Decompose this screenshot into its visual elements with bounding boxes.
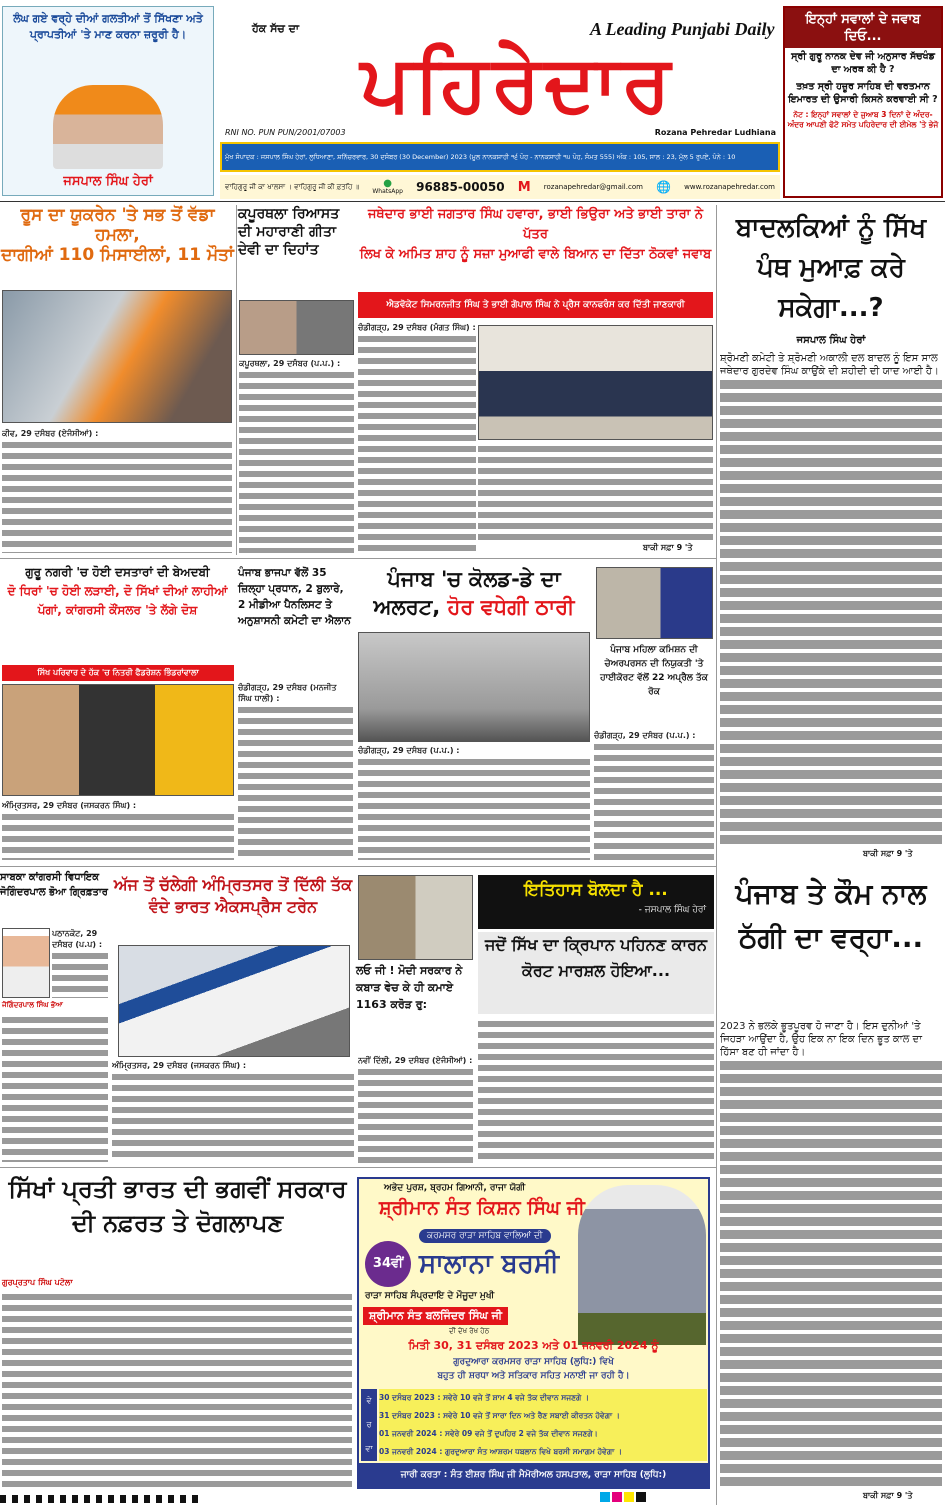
bhoa-photo [2,928,50,998]
itihas-banner: ਇਤਿਹਾਸ ਬੋਲਦਾ ਹੈ ... - ਜਸਪਾਲ ਸਿੰਘ ਹੇਰਾਂ [478,875,714,929]
fog-photo [358,632,590,742]
email[interactable]: rozanapehredar@gmail.com [543,183,643,191]
badal-byline: ਜਸਪਾਲ ਸਿੰਘ ਹੇਰਾਂ [796,335,866,346]
whatsapp-group [372,179,403,195]
sikh-men-photo [2,684,234,796]
jathedar-headline: ਜਥੇਦਾਰ ਭਾਈ ਜਗਤਾਰ ਸਿੰਘ ਹਵਾਰਾ, ਭਾਈ ਭਿਉਰਾ ਅਤੇ ਭਾਈ ਤਾਰਾ ਨੇ ਪੱਤਰ ਲਿਖ ਕੇ ਅਮਿਤ ਸ਼ਾਹ ਨੂੰ ਸਜ਼ਾ ਮੁਆਫੀ ਵਾਲੇ ਬਿਆਨ ਦਾ ਦਿੱਤਾ ਠੋਕਵਾਂ ਜਵਾਬ [359,207,712,262]
quiz-question: ਸ੍ਰੀ ਗੁਰੂ ਨਾਨਕ ਦੇਵ ਜੀ ਅਨੁਸਾਰ ਸੱਚਖੰਡ ਦਾ ਅਰਥ ਕੀ ਹੈ ? [791,51,935,75]
registration-marks [600,1492,646,1502]
cold-day-headline: ਪੰਜਾਬ 'ਚ ਕੋਲਡ-ਡੇ ਦਾ ਅਲਰਟ, ਹੋਰ ਵਧੇਗੀ ਠਾਰੀ [373,567,575,619]
masthead-title: ਪਹਿਰੇਦਾਰ [360,39,675,129]
women-commission-body: ਚੰਡੀਗੜ੍ਹ, 29 ਦਸੰਬਰ (ਪ.ਪ.) : [594,730,714,860]
gita-devi-photo [239,300,354,355]
scrap-body: ਨਵੀਂ ਦਿੱਲੀ, 29 ਦਸੰਬਰ (ਏਜੰਸੀਆਂ) : [358,1055,473,1163]
badal-continued: ਬਾਕੀ ਸਫ਼ਾ 9 'ਤੇ [860,849,913,859]
globe-icon: 🌐 [656,180,672,194]
thagi-headline: ਪੰਜਾਬ ਤੇ ਕੌਮ ਨਾਲ ਠੱਗੀ ਦਾ ਵਰ੍ਹਾ... [735,877,927,954]
itihas-body [478,1018,714,1163]
badal-body: ਸ਼੍ਰੋਮਣੀ ਕਮੇਟੀ ਤੇ ਸ਼੍ਰੋਮਣੀ ਅਕਾਲੀ ਦਲ ਬਾਦਲ ਨੂੰ ਇਸ ਸਾਲ ਜਥੇਦਾਰ ਗੁਰਦੇਵ ਸਿੰਘ ਕਾਉਂਕੇ ਦੀ ਸ਼ਹੀਦੀ ਦੀ ਯਾਦ ਆਈ ਹੈ। [720,352,942,846]
bjp-headline: ਪੰਜਾਬ ਭਾਜਪਾ ਵੱਲੋਂ 35 ਜ਼ਿਲ੍ਹਾ ਪ੍ਰਧਾਨ, 2 ਬੁਲਾਰੇ, 2 ਮੀਡੀਆ ਪੈਨਲਿਸਟ ਤੇ ਅਨੁਸ਼ਾਸਨੀ ਕਮੇਟੀ ਦਾ ਐਲਾਨ [238,567,351,627]
quote-text: ਲੰਘ ਗਏ ਵਰ੍ਹੇ ਦੀਆਂ ਗਲਤੀਆਂ ਤੋਂ ਸਿੱਖਣਾ ਅਤੇ ਪ੍ਰਾਪਤੀਆਂ 'ਤੇ ਮਾਣ ਕਰਨਾ ਜ਼ਰੂਰੀ ਹੈ। [13,12,203,41]
bjp-body: ਚੰਡੀਗੜ੍ਹ, 29 ਦਸੰਬਰ (ਮਨਜੀਤ ਸਿੰਘ ਧਾਲੀ) : [238,682,353,860]
mla-body-side: ਪਠਾਨਕੋਟ, 29 ਦਸੰਬਰ (ਪ.ਪ) : [52,928,108,998]
train-headline: ਅੱਜ ਤੋਂ ਚੱਲੇਗੀ ਅੰਮ੍ਰਿਤਸਰ ਤੋਂ ਦਿੱਲੀ ਤੱਕ ਵੰਦੇ ਭਾਰਤ ਐਕਸਪ੍ਰੈਸ ਟਰੇਨ [113,875,353,916]
mla-headline: ਸਾਬਕਾ ਕਾਂਗਰਸੀ ਵਿਧਾਇਕ ਜੋਗਿੰਦਰਪਾਲ ਭੋਆ ਗ੍ਰਿਫ਼ਤਾਰ [0,872,108,898]
vande-bharat-photo [118,945,350,1057]
website[interactable]: www.rozanapehredar.com [684,183,775,191]
women-commission-photo [596,567,713,639]
greeting: ਵਾਹਿਗੁਰੂ ਜੀ ਕਾ ਖਾਲਸਾ । ਵਾਹਿਗੁਰੂ ਜੀ ਕੀ ਫ਼ਤਹਿ ॥ [225,182,360,191]
left-quote-box [2,6,214,196]
quiz-question: ਤਖ਼ਤ ਸ੍ਰੀ ਹਜ਼ੂਰ ਸਾਹਿਬ ਦੀ ਵਰਤਮਾਨ ਇਮਾਰਤ ਦੀ ਉਸਾਰੀ ਕਿਸਨੇ ਕਰਵਾਈ ਸੀ ? [788,81,938,105]
dateline-bar: ਮੁੱਖ ਸੰਪਾਦਕ : ਜਸਪਾਲ ਸਿੰਘ ਹੇਰਾਂ, ਲੁਧਿਆਣਾ, ਸ਼ਨਿੱਚਰਵਾਰ, 30 ਦਸੰਬਰ (30 December) 2023 (ਮੂਲ ਨਾਨਕਸ਼ਾਹੀ ੧੬ ਪੋਹ - ਨਾਨਕਸ਼ਾਹੀ ੧੫ ਪੋਹ, ਸੰਮਤ 555) ਅੰਕ : 105, ਸਾਲ : 23, ਮੁੱਲ 5 ਰੁਪਏ, ਪੰਨੇ : 10 [220,142,780,172]
quiz-title: ਇਨ੍ਹਾਂ ਸਵਾਲਾਂ ਦੇ ਜਵਾਬ ਦਿਓ... [785,8,941,48]
scrap-headline: ਲਓ ਜੀ ! ਮੋਦੀ ਸਰਕਾਰ ਨੇ ਕਬਾੜ ਵੇਚ ਕੇ ਹੀ ਕਮਾਏ 1163 ਕਰੋੜ ਰੁ: [356,964,463,1011]
whatsapp-icon: ● [383,178,393,189]
whatsapp-label: WhatsApp [372,188,403,195]
bhoa-caption: ਜੋਗਿੰਦਰਪਾਲ ਸਿੰਘ ਭੋਆ [2,1001,63,1009]
kapurthala-headline: ਕਪੂਰਥਲਾ ਰਿਆਸਤ ਦੀ ਮਹਾਰਾਣੀ ਗੀਤਾ ਦੇਵੀ ਦਾ ਦਿਹਾਂਤ [238,206,340,258]
russia-headline: ਰੂਸ ਦਾ ਯੂਕਰੇਨ 'ਤੇ ਸਭ ਤੋਂ ਵੱਡਾ ਹਮਲਾ, ਦਾਗੀਆਂ 110 ਮਿਸਾਈਲਾਂ, 11 ਮੌਤਾਂ [1,205,234,265]
schedule-row: 31 ਦਸੰਬਰ 2023 : ਸਵੇਰੇ 10 ਵਜੇ ਤੋਂ ਸਾਰਾ ਦਿਨ ਅਤੇ ਰੈਣ ਸਬਾਈ ਕੀਰਤਨ ਹੋਵੇਗਾ । [379,1411,620,1420]
phone-number: 96885-00050 [416,180,505,194]
bhagvi-headline: ਸਿੱਖਾਂ ਪ੍ਰਤੀ ਭਾਰਤ ਦੀ ਭਗਵੀਂ ਸਰਕਾਰ ਦੀ ਨਫ਼ਰਤ ਤੇ ਦੋਗਲਾਪਣ [8,1175,347,1237]
mla-body [2,1014,108,1162]
jathedar-continued: ਬਾਕੀ ਸਫ਼ਾ 9 'ਤੇ [640,543,693,553]
bhagvi-body [2,1291,352,1489]
badal-headline: ਬਾਦਲਕਿਆਂ ਨੂੰ ਸਿੱਖ ਪੰਥ ਮੁਆਫ਼ ਕਰੇ ਸਕੇਗਾ...? [735,213,927,323]
press-conference-photo [478,325,713,440]
guru-nagri-subhead: ਸਿੱਖ ਪਰਿਵਾਰ ਦੇ ਹੱਕ 'ਚ ਨਿਤਰੀ ਫੈਡਰੇਸ਼ਨ ਭਿੰਡਰਾਂਵਾਲਾ [2,665,234,681]
editor-name: ਜਸਪਾਲ ਸਿੰਘ ਹੇਰਾਂ [63,174,153,189]
schedule-row: 30 ਦਸੰਬਰ 2023 : ਸਵੇਰੇ 10 ਵਜੇ ਤੋਂ ਸ਼ਾਮ 4 ਵਜੇ ਤੱਕ ਦੀਵਾਨ ਸਜਣਗੇ । [379,1393,589,1402]
jathedar-subhead: ਐਡਵੋਕੇਟ ਸਿਮਰਨਜੀਤ ਸਿੰਘ ਤੇ ਭਾਈ ਗੋਪਾਲ ਸਿੰਘ ਨੇ ਪ੍ਰੈਸ ਕਾਨਫਰੰਸ ਕਰ ਦਿੱਤੀ ਜਾਣਕਾਰੀ [358,292,713,318]
editor-photo [53,85,163,169]
thagi-body: 2023 ਨੇ ਭਲਕੇ ਭੂਤਪੂਰਵ ਹੋ ਜਾਣਾ ਹੈ। ਇਸ ਦੁਨੀਆਂ 'ਤੇ ਜਿਹੜਾ ਆਉਂਦਾ ਹੈ, ਉਹ ਇਕ ਨਾ ਇਕ ਦਿਨ ਭੂਤ ਕਾਲ ਦਾ ਹਿੱਸਾ ਬਣ ਹੀ ਜਾਂਦਾ ਹੈ। [720,1020,942,1488]
scrap-photo [358,875,473,960]
schedule-side-label: ਵੇ ਰ ਵਾ [361,1389,377,1461]
barsi-advertisement: ਅਭੇਦ ਪੁਰਸ਼, ਬ੍ਰਹਮ ਗਿਆਨੀ, ਰਾਜਾ ਯੋਗੀ ਸ਼੍ਰੀਮਾਨ ਸੰਤ ਕਿਸ਼ਨ ਸਿੰਘ ਜੀ ਕਰਮਸਰ ਰਾੜਾ ਸਾਹਿਬ ਵਾਲਿਆਂ ਦੀ 34ਵੀਂ ਸਾਲਾਨਾ ਬਰਸੀ ਰਾੜਾ ਸਾਹਿਬ ਸੰਪ੍ਰਦਾਇ ਦੇ ਮੌਜੂਦਾ ਮੁਖੀ ਸ਼੍ਰੀਮਾਨ ਸੰਤ ਬਲਜਿੰਦਰ ਸਿੰਘ ਜੀ ਦੀ ਦੇਖ ਰੇਖ ਹੇਠ ਮਿਤੀ 30, 31 ਦਸੰਬਰ 2023 ਅਤੇ 01 ਜਨਵਰੀ 2024 ਨੂੰ ਗੁਰਦੁਆਰਾ ਕਰਮਸਰ ਰਾੜਾ ਸਾਹਿਬ (ਲੁਧਿ:) ਵਿਖੇ ਬਹੁਤ ਹੀ ਸ਼ਰਧਾ ਅਤੇ ਸਤਿਕਾਰ ਸਹਿਤ ਮਨਾਈ ਜਾ ਰਹੀ ਹੈ। ਵੇ ਰ ਵਾ 30 ਦਸੰਬਰ 2023 : ਸਵੇਰੇ 10 ਵਜੇ ਤੋਂ ਸ਼ਾਮ 4 ਵਜੇ ਤੱਕ ਦੀਵਾਨ ਸਜਣਗੇ । 31 ਦਸੰਬਰ 2023 : ਸਵੇਰੇ 10 ਵਜੇ ਤੋਂ ਸਾਰਾ ਦਿਨ ਅਤੇ ਰੈਣ ਸਬਾਈ ਕੀਰਤਨ ਹੋਵੇਗਾ । 01 ਜਨਵਰੀ 2024 : ਸਵੇਰੇ 09 ਵਜੇ ਤੋਂ ਦੁਪਹਿਰ 2 ਵਜੇ ਤੱਕ ਦੀਵਾਨ ਸਜਣਗੇ। 03 ਜਨਵਰੀ 2024 : ਗੁਰਦੁਆਰਾ ਸੰਤ ਆਸ਼ਰਮ ਧਬਲਾਨ ਵਿਖੇ ਬਰਸੀ ਸਮਾਗਮ ਹੋਵੇਗਾ । ਜਾਰੀ ਕਰਤਾ : ਸੰਤ ਈਸ਼ਰ ਸਿੰਘ ਜੀ ਮੈਮੋਰੀਅਲ ਹਸਪਤਾਲ, ਰਾੜਾ ਸਾਹਿਬ (ਲੁਧਿ:) [357,1177,710,1489]
train-body: ਅੰਮ੍ਰਿਤਸਰ, 29 ਦਸੰਬਰ (ਜਸਕਰਨ ਸਿੰਘ) : [112,1060,354,1162]
quiz-box [783,6,943,198]
cold-day-body: ਚੰਡੀਗੜ੍ਹ, 29 ਦਸੰਬਰ (ਪ.ਪ.) : [358,745,590,860]
schedule-list [379,1389,707,1461]
jathedar-body-1: ਚੰਡੀਗੜ੍ਹ, 29 ਦਸੰਬਰ (ਮੰਗਤ ਸਿੰਘ) : [358,322,476,554]
guru-nagri-body: ਅੰਮ੍ਰਿਤਸਰ, 29 ਦਸੰਬਰ (ਜਸਕਰਨ ਸਿੰਘ) : [2,800,234,860]
sant-photo [578,1185,706,1345]
bhagvi-byline: ਗੁਰਪ੍ਰਤਾਪ ਸਿੰਘ ਪਟੋਲਾ [2,1278,73,1287]
kapurthala-body: ਕਪੂਰਥਲਾ, 29 ਦਸੰਬਰ (ਪ.ਪ.) : [239,358,354,553]
tagline: ਹੱਕ ਸੱਚ ਦਾ [252,22,300,35]
quiz-note: ਨੋਟ : ਇਨ੍ਹਾਂ ਸਵਾਲਾਂ ਦੇ ਜੁਆਬ 3 ਦਿਨਾਂ ਦੇ ਅੰਦਰ-ਅੰਦਰ ਆਪਣੀ ਫੋਟੋ ਸਮੇਤ ਪਹਿਰੇਦਾਰ ਦੀ ਈਮੇਲ 'ਤੇ ਭੇਜੋ [787,110,939,129]
contact-strip [220,175,780,199]
email-icon: M [517,179,531,195]
russia-body: ਕੀਵ, 29 ਦਸੰਬਰ (ਏਜੰਸੀਆਂ) : [2,428,232,553]
rni-number: RNI NO. PUN PUN/2001/07003 [225,128,346,137]
thagi-continued: ਬਾਕੀ ਸਫ਼ਾ 9 'ਤੇ [860,1491,913,1501]
women-commission-headline: ਪੰਜਾਬ ਮਹਿਲਾ ਕਮਿਸ਼ਨ ਦੀ ਚੇਅਰਪਰਸਨ ਦੀ ਨਿਯੁਕਤੀ 'ਤੇ ਹਾਈਕੋਰਟ ਵੱਲੋਂ 22 ਅਪ੍ਰੈਲ ਤੱਕ ਰੋਕ [600,645,708,697]
russia-photo [2,290,232,423]
itihas-headline: ਜਦੋਂ ਸਿੱਖ ਦਾ ਕ੍ਰਿਪਾਨ ਪਹਿਨਣ ਕਾਰਨ ਕੋਰਟ ਮਾਰਸ਼ਲ ਹੋਇਆ... [478,932,714,1014]
schedule-row: 03 ਜਨਵਰੀ 2024 : ਗੁਰਦੁਆਰਾ ਸੰਤ ਆਸ਼ਰਮ ਧਬਲਾਨ ਵਿਖੇ ਬਰਸੀ ਸਮਾਗਮ ਹੋਵੇਗਾ । [379,1447,622,1456]
jathedar-body-2 [478,443,713,541]
guru-nagri-headline: ਗੁਰੂ ਨਗਰੀ 'ਚ ਹੋਈ ਦਸਤਾਰਾਂ ਦੀ ਬੇਅਦਬੀ ਦੋ ਧਿਰਾਂ 'ਚ ਹੋਈ ਲੜਾਈ, ਦੋ ਸਿੱਖਾਂ ਦੀਆਂ ਲਾਹੀਆਂ ਪੱਗਾਂ, ਕਾਂਗਰਸੀ ਕੌਂਸਲਰ 'ਤੇ ਲੱਗੇ ਦੋਸ਼ [7,565,228,617]
schedule-row: 01 ਜਨਵਰੀ 2024 : ਸਵੇਰੇ 09 ਵਜੇ ਤੋਂ ਦੁਪਹਿਰ 2 ਵਜੇ ਤੱਕ ਦੀਵਾਨ ਸਜਣਗੇ। [379,1429,598,1438]
english-tagline: A Leading Punjabi Daily [590,19,775,39]
place-label: Rozana Pehredar Ludhiana [654,128,776,137]
color-bar-left [0,1495,200,1503]
